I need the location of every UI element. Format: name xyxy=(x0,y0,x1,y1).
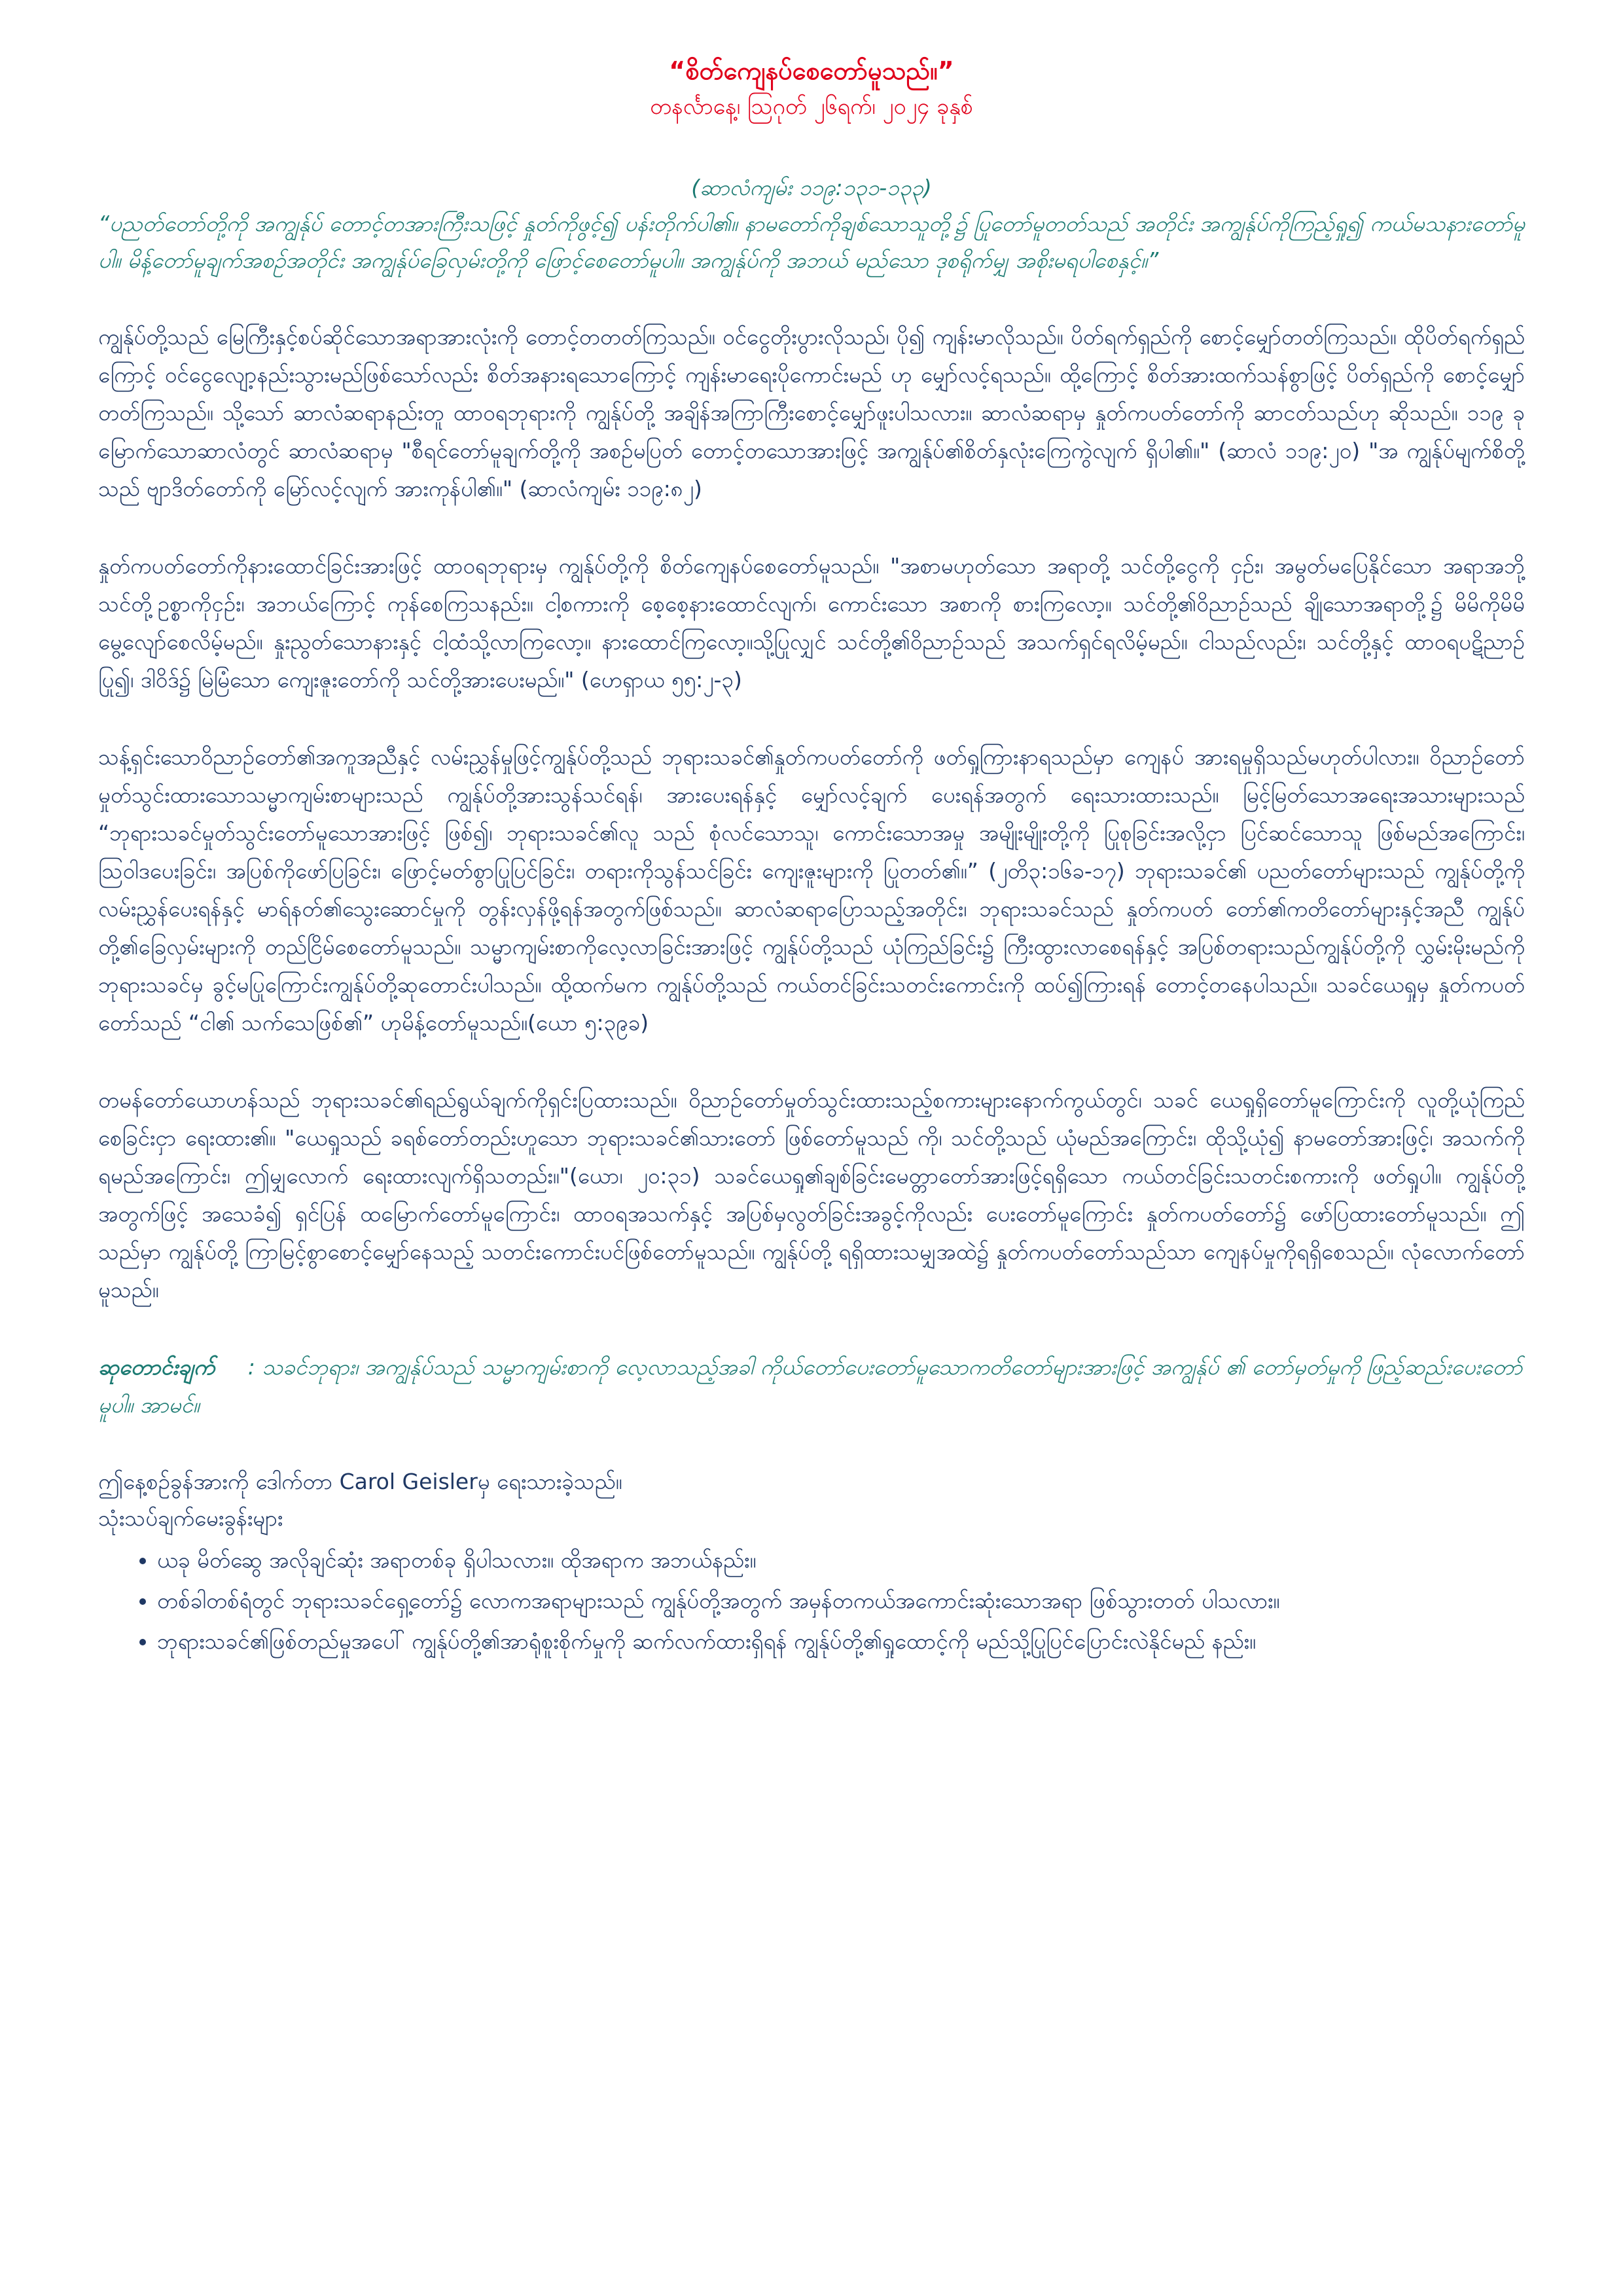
scripture-text: “ပညတ်တော်တို့ကို အကျွန်ုပ် တောင့်တအားကြီးသဖြင့် နှုတ်ကိုဖွင့်၍ ပန်းတိုက်ပါ၏။ နာမတော်ကိုချစ်သောသူတို့၌ ပြုတော်မူတတ်သည် အတိုင်း အကျွန်ုပ်ကိုကြည့်ရှု၍ ကယ်မသနားတော်မူပါ။ မိန့်တော်မူချက်အစဉ်အတိုင်း အကျွန်ုပ်ခြေလှမ်းတို့ကို ဖြောင့်စေတော်မူပါ။ အကျွန်ုပ်ကို အဘယ် မည်သော ဒုစရိုက်မျှ အစိုးမရပါစေနှင့်။” xyxy=(98,211,1525,273)
list-item: • တစ်ခါတစ်ရံတွင် ဘုရားသခင်ရှေ့တော်၌ လောကအရာများသည် ကျွန်ုပ်တို့အတွက် အမှန်တကယ်အကောင်းဆုံးသောအရာ ဖြစ်သွားတတ် ပါသလား။ xyxy=(157,1583,1525,1619)
body-paragraph: ကျွန်ုပ်တို့သည် မြေကြီးနှင့်စပ်ဆိုင်သောအရာအားလုံးကို တောင့်တတတ်ကြသည်။ ဝင်ငွေတိုးပွားလိုသည်၊ ပို၍ ကျန်းမာလိုသည်။ ပိတ်ရက်ရှည်ကို စောင့်မျှော်တတ်ကြသည်။ ထိုပိတ်ရက်ရှည်ကြောင့် ဝင်ငွေလျော့နည်းသွားမည်ဖြစ်သော်လည်း စိတ်အနားရသောကြောင့် ကျန်းမာရေးပိုကောင်းမည် ဟု မျှော်လင့်ရသည်။ ထို့ကြောင့် စိတ်အားထက်သန်စွာဖြင့် ပိတ်ရှည်ကို စောင့်မျှော်တတ်ကြသည်။ သို့သော် ဆာလံဆရာနည်းတူ ထာဝရဘုရားကို ကျွန်ုပ်တို့ အချိန်အကြာကြီးစောင့်မျှော်ဖူးပါသလား။ ဆာလံဆရာမှ နှုတ်ကပတ်တော်ကို ဆာငတ်သည်ဟု ဆိုသည်။ ၁၁၉ ခုမြောက်သောဆာလံတွင် ဆာလံဆရာမှ "စီရင်တော်မူချက်တို့ကို အစဉ်မပြတ် တောင့်တသောအားဖြင့် အကျွန်ုပ်၏စိတ်နှလုံးကြေကွဲလျက် ရှိပါ၏။" (ဆာလံ ၁၁၉:၂၀) "အ ကျွန်ုပ်မျက်စိတို့ သည် ဗျာဒိတ်တော်ကို မြော်လင့်လျက် အားကုန်ပါ၏။" (ဆာလံကျမ်း ၁၁၉:၈၂) xyxy=(98,324,1525,501)
list-item: • ယခု မိတ်ဆွေ အလိုချင်ဆုံး အရာတစ်ခု ရှိပါသလား။ ထိုအရာက အဘယ်နည်း။ xyxy=(157,1542,1525,1579)
list-item: • ဘုရားသခင်၏ဖြစ်တည်မှုအပေါ် ကျွန်ုပ်တို့၏အာရုံစူးစိုက်မှုကို ဆက်လက်ထားရှိရန် ကျွန်ုပ်တို့၏ရှုထောင့်ကို မည်သို့ပြုပြင်ပြောင်းလဲနိုင်မည် နည်း။ xyxy=(157,1623,1525,1660)
prayer-label: ဆုတောင်းချက် xyxy=(98,1354,215,1380)
body-paragraph: တမန်တော်ယောဟန်သည် ဘုရားသခင်၏ရည်ရွယ်ချက်ကိုရှင်းပြထားသည်။ ဝိညာဉ်တော်မှုတ်သွင်းထားသည့်စကားများနောက်ကွယ်တွင်၊ သခင် ယေရှုရှိတော်မူကြောင်းကို လူတို့ယုံကြည်စေခြင်းငှာ ရေးထား၏။ "ယေရှုသည် ခရစ်တော်တည်းဟူသော ဘုရားသခင်၏သားတော် ဖြစ်တော်မူသည် ကို၊ သင်တို့သည် ယုံမည်အကြောင်း၊ ထိုသို့ယုံ၍ နာမတော်အားဖြင့်၊ အသက်ကိုရမည်အကြောင်း၊ ဤမျှလောက် ရေးထားလျက်ရှိသတည်း။"(ယော၊ ၂၀:၃၁) သခင်ယေရှု၏ချစ်ခြင်းမေတ္တာတော်အားဖြင့်ရရှိသော ကယ်တင်ခြင်းသတင်းစကားကို ဖတ်ရှုပါ။ ကျွန်ုပ်တို့အတွက်ဖြင့် အသေခံ၍ ရှင်ပြန် ထမြောက်တော်မူကြောင်း၊ ထာဝရအသက်နှင့် အပြစ်မှလွတ်ခြင်းအခွင့်ကိုလည်း ပေးတော်မူကြောင်း နှုတ်ကပတ်တော်၌ ဖော်ပြထားတော်မူသည်။ ဤသည်မှာ ကျွန်ုပ်တို့ ကြာမြင့်စွာစောင့်မျှော်နေသည့် သတင်းကောင်းပင်ဖြစ်တော်မူသည်။ ကျွန်ုပ်တို့ ရရှိထားသမျှအထဲ၌ နှုတ်ကပတ်တော်သည်သာ ကျေနပ်မှုကိုရရှိစေသည်။ လုံလောက်တော်မူသည်။ xyxy=(98,1087,1525,1302)
date-line: တနင်္လာနေ့၊ ဩဂုတ် ၂၆ရက်၊ ၂၀၂၄ ခုနှစ် xyxy=(650,94,973,120)
page-title: “စိတ်ကျေနပ်စေတော်မူသည်။” xyxy=(669,56,954,85)
prayer-text: : သခင်ဘုရား၊ အကျွန်ုပ်သည် သမ္မာကျမ်းစာကို လေ့လာသည့်အခါ ကိုယ်တော်ပေးတော်မူသောကတိတော်များအားဖြင့် အကျွန်ုပ် ၏ တော်မှတ်မှုကို ဖြည့်ဆည်းပေးတော်မူပါ။ အာမင်။ xyxy=(98,1354,1523,1418)
body-paragraph: နှုတ်ကပတ်တော်ကိုနားထောင်ခြင်းအားဖြင့် ထာဝရဘုရားမှ ကျွန်ုပ်တို့ကို စိတ်ကျေနပ်စေတော်မူသည်။ "အစာမဟုတ်သော အရာတို့ သင်တို့ငွေကို ငှဉ်း၊ အမွတ်မပြေနိုင်သော အရာအဘို့ သင်တို့ဥစ္စာကိုငှဉ်း၊ အဘယ်ကြောင့် ကုန်စေကြသနည်း။ ငါ့စကားကို စေ့စေ့နားထောင်လျက်၊ ကောင်းသော အစာကို စားကြလော့။ သင်တို့၏ဝိညာဉ်သည် ချိုသောအရာတို့၌ မိမိကိုမိမိ မွေ့လျော်စေလိမ့်မည်။ နှုးညွတ်သောနားနှင့် ငါ့ထံသို့လာကြလော့။ နားထောင်ကြလော့။သို့ပြုလျှင် သင်တို့၏ဝိညာဉ်သည် အသက်ရှင်ရလိမ့်မည်။ ငါသည်လည်း၊ သင်တို့နှင့် ထာဝရပဋိညာဉ်ပြု၍၊ ဒါဝိဒ်၌ မြဲမြံသော ကျေးဇူးတော်ကို သင်တို့အားပေးမည်။" (ဟေရှာယ ၅၅:၂-၃) xyxy=(98,553,1525,692)
questions-list xyxy=(98,1542,1525,1660)
questions-heading: သုံးသပ်ချက်မေးခွန်းများ xyxy=(98,1505,283,1531)
document-page xyxy=(98,52,1525,1664)
author-line: ဤနေ့စဉ်ခွန်အားကို ဒေါက်တာ Carol Geislerမှ ရေးသားခဲ့သည်။ xyxy=(98,1469,622,1494)
prayer-block xyxy=(98,1348,1525,1424)
scripture-reference: (ဆာလံကျမ်း ၁၁၉:၁၃၁-၁၃၃) xyxy=(691,175,932,200)
body-paragraph: သန့်ရှင်းသောဝိညာဉ်တော်၏အကူအညီနှင့် လမ်းညွှန်မှုဖြင့်ကျွန်ုပ်တို့သည် ဘုရားသခင်၏နှုတ်ကပတ်တော်ကို ဖတ်ရှုကြားနာရသည်မှာ ကျေနပ် အားရမှုရှိသည်မဟုတ်ပါလား။ ဝိညာဉ်တော်မှုတ်သွင်းထားသောသမ္မာကျမ်းစာများသည် ကျွန်ုပ်တို့အားသွန်သင်ရန်၊ အားပေးရန်နှင့် မျှော်လင့်ချက် ပေးရန်အတွက် ရေးသားထားသည်။ မြင့်မြတ်သောအရေးအသားများသည် “ဘုရားသခင်မှုတ်သွင်းတော်မူသောအားဖြင့် ဖြစ်၍၊ ဘုရားသခင်၏လူ သည် စုံလင်သောသူ၊ ကောင်းသောအမှု အမျိုးမျိုးတို့ကို ပြုစုခြင်းအလို့ငှာ ပြင်ဆင်သောသူ ဖြစ်မည်အကြောင်း၊ ဩဝါဒပေးခြင်း၊ အပြစ်ကိုဖော်ပြခြင်း၊ ဖြောင့်မတ်စွာပြုပြင်ခြင်း၊ တရားကိုသွန်သင်ခြင်း ကျေးဇူးများကို ပြုတတ်၏။” (၂တိ၃:၁၆ခ-၁၇) ဘုရားသခင်၏ ပညတ်တော်များသည် ကျွန်ုပ်တို့ကို လမ်းညွှန်ပေးရန်နှင့် မာရ်နတ်၏သွေးဆောင်မှုကို တွန်းလှန်ဖို့ရန်အတွက်ဖြစ်သည်။ ဆာလံဆရာပြောသည့်အတိုင်း၊ ဘုရားသခင်သည် နှုတ်ကပတ် တော်၏ကတိတော်များနှင့်အညီ ကျွန်ုပ်တို့၏ခြေလှမ်းများကို တည်ငြိမ်စေတော်မူသည်။ သမ္မာကျမ်းစာကိုလေ့လာခြင်းအားဖြင့် ကျွန်ုပ်တို့သည် ယုံကြည်ခြင်း၌ ကြီးထွားလာစေရန်နှင့် အပြစ်တရားသည်ကျွန်ုပ်တို့ကို လွှမ်းမိုးမည်ကို ဘုရားသခင်မှ ခွင့်မပြုကြောင်းကျွန်ုပ်တို့ဆုတောင်းပါသည်။ ထို့ထက်မက ကျွန်ုပ်တို့သည် ကယ်တင်ခြင်းသတင်းကောင်းကို ထပ်၍ကြားရန် တောင့်တနေပါသည်။ သခင်ယေရှုမှ နှုတ်ကပတ်တော်သည် “ငါ၏ သက်သေဖြစ်၏” ဟုမိန့်တော်မူသည်။(ယော ၅:၃၉ခ) xyxy=(98,744,1525,1035)
